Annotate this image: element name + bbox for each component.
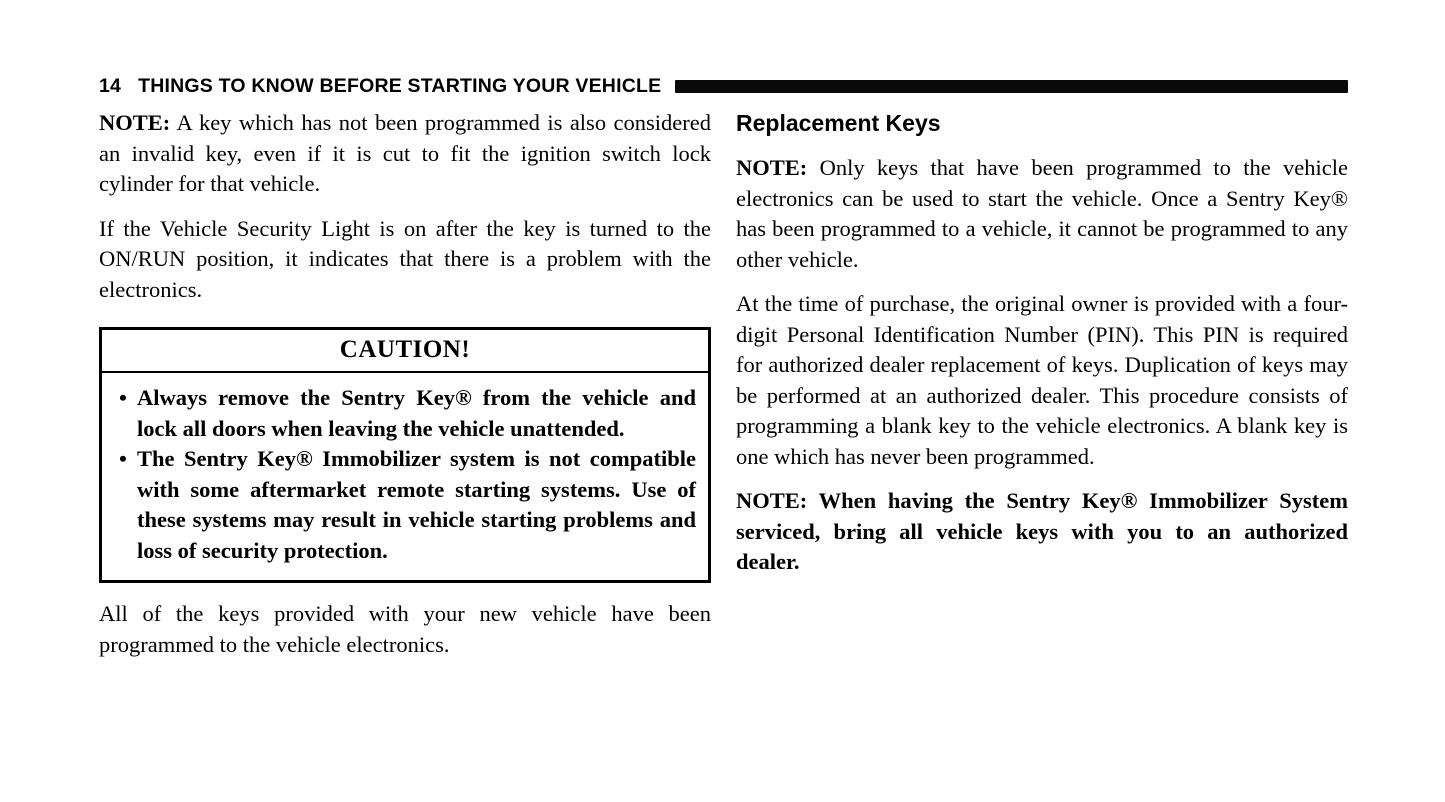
section-heading: Replacement Keys [736,110,941,136]
note-label: NOTE: [99,110,171,135]
page-header [99,75,1348,98]
page-columns [99,108,1348,674]
body-paragraph: All of the keys provided with your new vehicle have been programmed to the vehicle electronics. [99,601,711,657]
body-paragraph: If the Vehicle Security Light is on after the key is turned to the ON/RUN position, it indicates that there is a problem with the electronics. [99,215,711,302]
note-label: NOTE: [736,155,808,180]
note-paragraph [736,153,1348,275]
caution-box [99,327,711,583]
body-paragraph: At the time of purchase, the original owner is provided with a four-digit Personal Identification Number (PIN). This PIN is required for authorized dealer replacement of keys. Duplication of keys may be performed at an authorized dealer. This procedure consists of programming a blank key to the vehicle electronics. A blank key is one which has never been programmed. [736,291,1348,469]
caution-bullet: • Always remove the Sentry Key® from the vehicle and lock all doors when leaving the vehicle unattended. [118,383,696,444]
note-paragraph [99,108,711,200]
note-text: Only keys that have been programmed to the vehicle electronics can be used to start the vehicle. Once a Sentry Key® has been programmed to a vehicle, it cannot be programmed to any other vehicle. [736,155,1348,272]
left-column [99,108,711,674]
header-rule-bar [675,80,1348,93]
header-title: THINGS TO KNOW BEFORE STARTING YOUR VEHICLE [138,75,662,97]
bold-note-paragraph [736,486,1348,578]
note-text: When having the Sentry Key® Immobilizer System serviced, bring all vehicle keys with you to an authorized dealer. [736,488,1348,574]
caution-list [102,373,708,580]
note-label: NOTE: [736,488,808,513]
page-number: 14 [99,75,122,97]
right-column [736,108,1348,674]
note-text: A key which has not been programmed is also considered an invalid key, even if it is cut to fit the ignition switch lock cylinder for that vehicle. [99,110,711,196]
caution-title: CAUTION! [102,330,708,373]
caution-bullet: • The Sentry Key® Immobilizer system is not compatible with some aftermarket remote starting systems. Use of these systems may result in vehicle starting problems and loss of security protection. [118,444,696,566]
